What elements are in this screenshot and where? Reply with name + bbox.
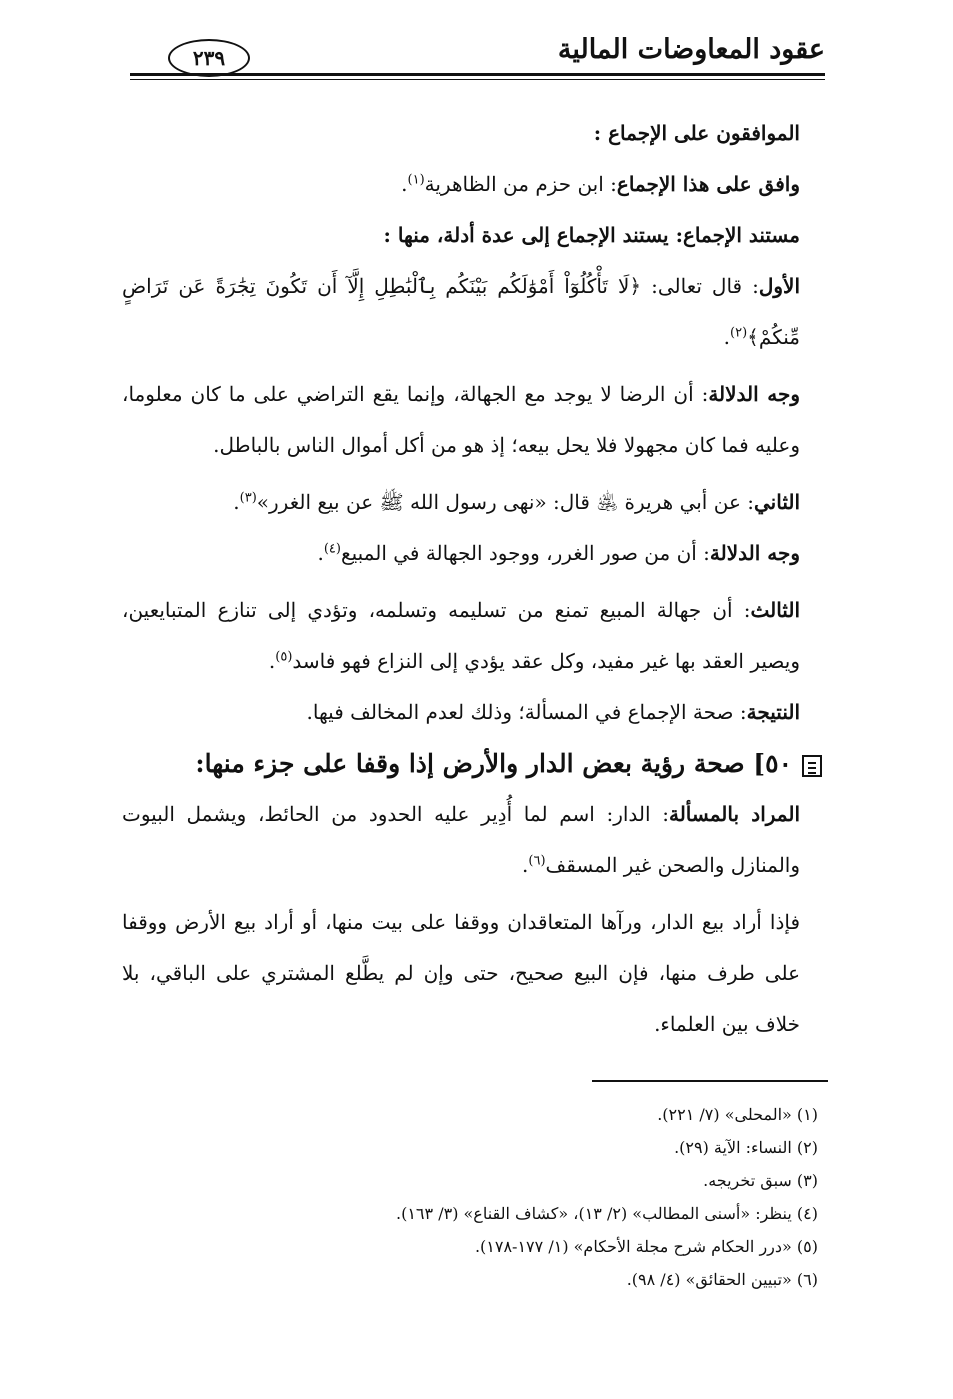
text-agreed-by: : ابن حزم من الظاهرية: [424, 172, 617, 196]
paragraph-agreed-by: [122, 159, 830, 210]
page-header: [130, 30, 825, 80]
footnote-ref: (٥): [275, 649, 293, 665]
footnote: (٥) «درر الحكام شرح مجلة الأحكام» (١/ ١٧٧-١٧٨).: [474, 1237, 818, 1256]
footnote: (٣) سبق تخريجه.: [703, 1171, 818, 1190]
label-indication: وجه الدلالة: [708, 382, 800, 406]
footnote-ref: (٣): [239, 490, 257, 506]
label-meaning: المراد بالمسألة: [668, 802, 801, 826]
paragraph-indication-1: [122, 369, 830, 471]
label-agreeing: الموافقون على الإجماع: [608, 121, 800, 145]
period: .: [268, 649, 276, 673]
label-indication: وجه الدلالة: [709, 541, 800, 565]
label-third: الثالث: [750, 598, 800, 622]
running-title: عقود المعاوضات المالية: [557, 34, 825, 65]
text-basis: : يستند الإجماع إلى عدة أدلة، منها :: [383, 223, 683, 247]
label-basis: مستند الإجماع: [682, 223, 800, 247]
period: .: [401, 172, 408, 196]
main-text: [122, 108, 830, 1050]
text-agreeing: :: [593, 121, 609, 145]
paragraph-meaning: [122, 789, 830, 891]
label-result: النتيجة: [746, 700, 800, 724]
period: .: [317, 541, 324, 565]
text-ruling: فإذا أراد بيع الدار، ورآها المتعاقدان ووقفا على بيت منها، أو أراد بيع الأرض ووقفا على طرف منها، فإن البيع صحيح، حتى وإن لم يطَّلع المشتري على الباقي، بلا خلاف بين العلماء.: [122, 910, 801, 1036]
section-heading-text: ٥٠] صحة رؤية بعض الدار والأرض إذا وقفا على جزء منها:: [195, 749, 792, 778]
paragraph-second-evidence: [122, 477, 830, 528]
header-rule-thin: [130, 79, 825, 80]
label-second: الثاني: [753, 490, 800, 514]
page-number: ٢٣٩: [168, 39, 250, 77]
text-result: : صحة الإجماع في المسألة؛ وذلك لعدم المخالف فيها.: [306, 700, 747, 724]
text-first: : قال تعالى: ﴿لَا تَأْكُلُوٓاْ أَمْوَٰلَكُم بَيْنَكُم بِٱلْبَٰطِلِ إِلَّآ أَن تَكُونَ تِجَٰرَةً عَن تَرَاضٍ مِّنكُمْ﴾: [122, 274, 800, 349]
header-rule: [130, 73, 825, 76]
paragraph-result: [122, 687, 830, 738]
paragraph-indication-2: [122, 528, 830, 579]
paragraph-agreeing: [122, 108, 830, 159]
paragraph-basis: [122, 210, 830, 261]
label-agreed-by: وافق على هذا الإجماع: [616, 172, 800, 196]
text-indication: : أن الرضا لا يوجد مع الجهالة، وإنما يقع التراضي على ما كان معلوما، وعليه فما كان مجهولا فلا يحل بيعه؛ إذ هو من أكل أموال الناس بالباطل.: [122, 382, 800, 457]
footnote-ref: (١): [407, 172, 425, 188]
paragraph-first-evidence: [122, 261, 830, 363]
text-meaning: : الدار: اسم لما أُدِير عليه الحدود من الحائط، ويشمل البيوت والمنازل والصحن غير المسقف: [122, 802, 800, 877]
label-first: الأول: [758, 274, 800, 298]
footnote-ref: (٤): [323, 541, 341, 557]
paragraph-ruling: [122, 897, 830, 1050]
period: .: [233, 490, 240, 514]
section-heading: [122, 738, 830, 789]
footnote-separator: [592, 1080, 828, 1082]
footnote: (٤) ينظر: «أسنى المطالب» (٢/ ١٣)، «كشاف القناع» (٣/ ١٦٣).: [396, 1204, 818, 1223]
period: .: [723, 325, 731, 349]
period: .: [522, 853, 529, 877]
document-icon: [802, 755, 822, 777]
footnote: (٦) «تبيين الحقائق» (٤/ ٩٨).: [626, 1270, 818, 1289]
text-third: : أن جهالة المبيع تمنع من تسليمه وتسلمه، وتؤدي إلى تنازع المتبايعين، ويصير العقد بها غير مفيد، وكل عقد يؤدي إلى النزاع فهو فاسد: [122, 598, 800, 673]
footnote: (١) «المحلى» (٧/ ٢٢١).: [657, 1105, 818, 1124]
text-second: : عن أبي هريرة ﵁ قال: «نهى رسول الله ﷺ عن بيع الغرر»: [256, 490, 754, 514]
text-indication: : أن من صور الغرر، ووجود الجهالة في المبيع: [340, 541, 710, 565]
footnote-ref: (٢): [730, 325, 748, 341]
footnote-ref: (٦): [528, 853, 546, 869]
footnote: (٢) النساء: الآية (٢٩).: [674, 1138, 818, 1157]
footnotes: [396, 1098, 818, 1296]
paragraph-third-evidence: [122, 585, 830, 687]
